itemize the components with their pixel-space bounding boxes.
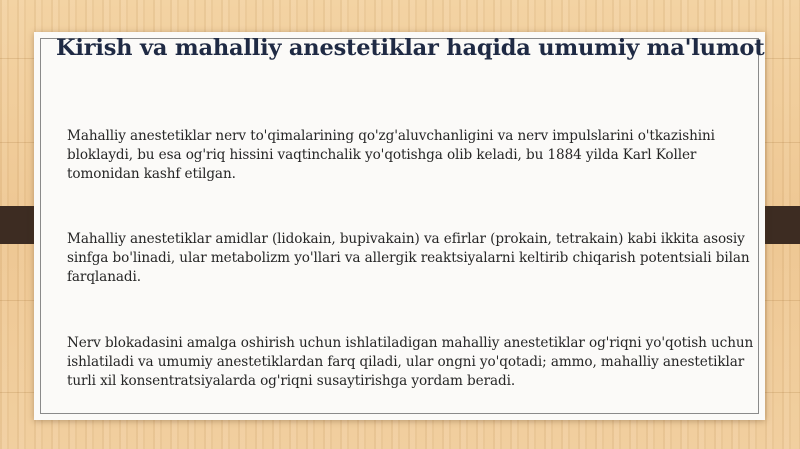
paragraph-nerve-block: Nerv blokadasini amalga oshirish uchun ishlatiladigan mahalliy anestetiklar og'riqni yo'qotish uchun ishlatiladi va umumiy anestetiklardan farq qiladi, ular ongni yo'qotadi; ammo, mahalliy anestetiklar turli xil konsentratsiyalarda og'riqni susaytirishga yordam beradi.: [67, 335, 754, 389]
slide-panel: [34, 32, 765, 420]
paragraph-classes: Mahalliy anestetiklar amidlar (lidokain, bupivakain) va efirlar (prokain, tetrakain) kabi ikkita asosiy sinfga bo'linadi, ular metabolizm yo'llari va allergik reaktsiyalarni keltirib chiqarish potentsiali bilan farqlanadi.: [67, 231, 750, 285]
paragraph-intro: Mahalliy anestetiklar nerv to'qimalarining qo'zg'aluvchanligini va nerv impulslarini o'tkazishini bloklaydi, bu esa og'riq hissini vaqtinchalik yo'qotishga olib keladi, bu 1884 yilda Karl Koller tomonidan kashf etilgan.: [67, 128, 715, 182]
slide-title: Kirish va mahalliy anestetiklar haqida umumiy ma'lumot: [56, 35, 765, 61]
